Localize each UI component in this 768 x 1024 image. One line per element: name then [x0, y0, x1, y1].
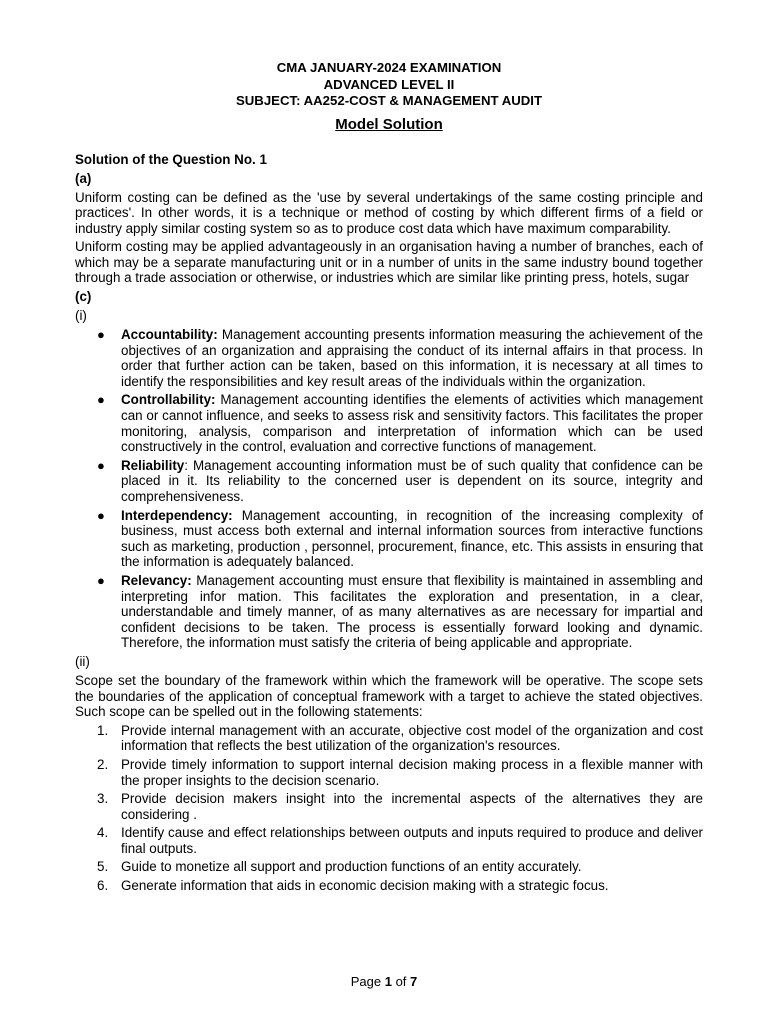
of-word: of: [395, 974, 407, 989]
characteristics-list: [75, 327, 703, 651]
list-item: [75, 757, 703, 788]
item-text: Provide decision makers insight into the incremental aspects of the alternatives they are considering .: [121, 791, 703, 822]
list-item: [75, 458, 703, 505]
list-item: [75, 825, 703, 856]
item-number: 4.: [97, 825, 109, 841]
part-a-label: (a): [75, 170, 92, 186]
list-item: [75, 791, 703, 822]
term: Relevancy:: [121, 572, 192, 588]
part-c-sub-i-label: (i): [75, 308, 87, 324]
subject-title: SUBJECT: AA252-COST & MANAGEMENT AUDIT: [235, 93, 542, 108]
term: Interdependency:: [121, 507, 233, 523]
bullet-icon: ●: [97, 457, 105, 473]
item-text: Generate information that aids in economic decision making with a strategic focus.: [121, 878, 609, 894]
item-text: Provide timely information to support internal decision making process in a flexible manner with the proper insights to the decision scenario.: [121, 756, 703, 788]
term: Accountability:: [121, 327, 218, 343]
list-item: [75, 327, 703, 389]
bullet-icon: ●: [97, 572, 105, 588]
level-title: ADVANCED LEVEL II: [323, 76, 455, 92]
list-item: [75, 859, 703, 875]
page-footer: [0, 974, 768, 989]
item-text: Identify cause and effect relationships between outputs and inputs required to produce and deliver final outputs.: [121, 825, 703, 856]
list-item: [75, 508, 703, 570]
description: Management accounting, in recognition of the increasing complexity of business, must access both external and internal information sources from interactive functions such as marketing, production , personnel, procurement, finance, etc. This assists in ensuring that the information is adequately balanced.: [121, 507, 703, 570]
document-page: [75, 60, 703, 897]
exam-title: CMA JANUARY-2024 EXAMINATION: [276, 60, 502, 75]
description: : Management accounting information must be of such quality that confidence can be placed in it. Its reliability to the concerned user is dependent on its source, integrity and comprehensiveness.: [121, 457, 703, 504]
description: Management accounting identifies the elements of activities which management can or cannot influence, and seeks to assess risk and sensitivity factors. This facilitates the proper monitoring, analysis, comparison and interpretation of information which can be used constructively in the control, evaluation and corrective functions of management.: [121, 392, 703, 455]
description: Management accounting must ensure that flexibility is maintained in assembling and interpreting infor mation. This facilitates the exploration and presentation, in a clear, understandable and timely manner, of as many alternatives as are necessary for impartial and confident decisions to be taken. The process is essentially forward looking and dynamic. Therefore, the information must satisfy the criteria of being applicable and appropriate.: [121, 572, 703, 651]
current-page-number: 1: [384, 974, 392, 989]
bullet-icon: ●: [97, 327, 105, 343]
page-word: Page: [350, 974, 382, 989]
item-number: 2.: [97, 756, 109, 772]
list-item: [75, 392, 703, 454]
list-item: [75, 723, 703, 754]
item-number: 5.: [97, 859, 109, 875]
total-pages-number: 7: [410, 974, 418, 989]
part-c-sub-ii-label: (ii): [75, 653, 90, 669]
bullet-icon: ●: [97, 392, 105, 408]
item-number: 6.: [97, 878, 109, 894]
item-text: Provide internal management with an accurate, objective cost model of the organization and cost information that reflects the best utilization of the organization's resources.: [121, 722, 703, 754]
question-heading: Solution of the Question No. 1: [75, 151, 267, 167]
scope-list: [75, 723, 703, 894]
term: Controllability:: [121, 392, 216, 408]
item-text: Guide to monetize all support and production functions of an entity accurately.: [121, 859, 582, 875]
bullet-icon: ●: [97, 507, 105, 523]
part-c-label: (c): [75, 289, 92, 305]
item-number: 3.: [97, 791, 109, 807]
item-number: 1.: [97, 722, 109, 738]
part-a-paragraph-2: Uniform costing may be applied advantageously in an organisation having a number of branches, each of which may be a separate manufacturing unit or in a number of units in the same industry bound together through a trade association or otherwise, or industries which are similar like printing press, hotels, sugar: [75, 239, 703, 286]
scope-paragraph: Scope set the boundary of the framework within which the framework will be operative. The scope sets the boundaries of the application of conceptual framework with a target to achieve the stated objectives. Such scope can be spelled out in the following statements:: [75, 672, 703, 720]
part-a-paragraph-1: Uniform costing can be defined as the 'use by several undertakings of the same costing principle and practices'. In other words, it is a technique or method of costing by which different firms of a field or industry apply similar costing system so as to produce cost data which have maximum comparability.: [75, 189, 703, 236]
list-item: [75, 878, 703, 894]
model-solution-heading: Model Solution: [335, 115, 443, 133]
term: Reliability: [121, 457, 185, 473]
description: Management accounting presents information measuring the achievement of the objectives of an organization and appraising the conduct of its internal affairs in that process. In order that further action can be taken, based on this information, it is necessary at all times to identify the responsibilities and key result areas of the individuals within the organization.: [121, 327, 703, 389]
list-item: [75, 573, 703, 651]
